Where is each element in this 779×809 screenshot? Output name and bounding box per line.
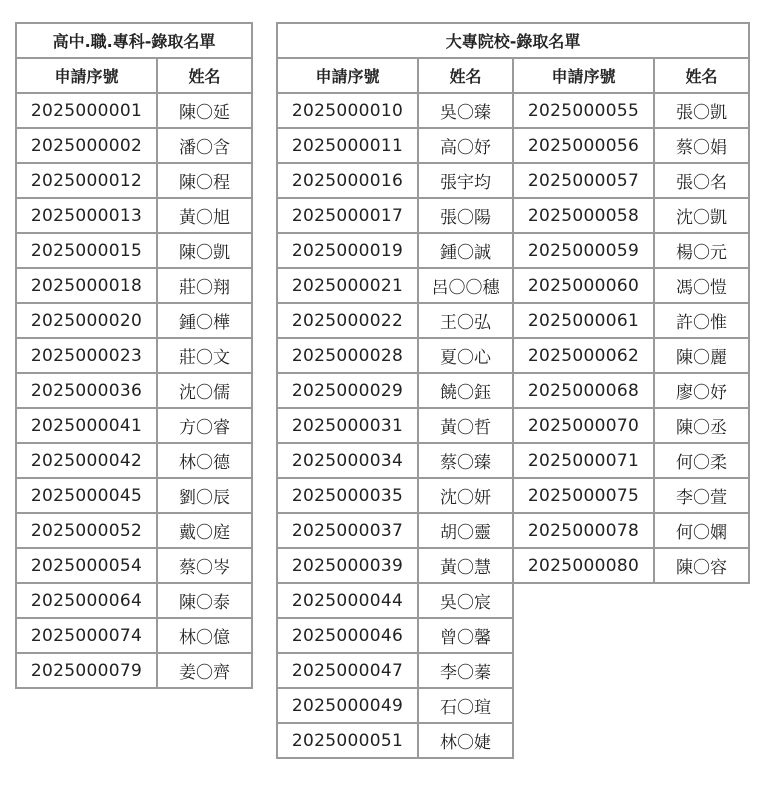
column-header-serial: 申請序號 xyxy=(277,58,418,93)
serial-cell: 2025000068 xyxy=(513,373,654,408)
serial-cell: 2025000001 xyxy=(16,93,157,128)
table-row xyxy=(16,548,252,583)
name-cell: 蔡〇岑 xyxy=(157,548,252,583)
name-cell: 李〇萱 xyxy=(654,478,749,513)
name-cell: 陳〇程 xyxy=(157,163,252,198)
serial-cell: 2025000041 xyxy=(16,408,157,443)
name-cell: 饒〇鈺 xyxy=(418,373,513,408)
table-row xyxy=(277,303,749,338)
serial-cell: 2025000035 xyxy=(277,478,418,513)
name-cell: 陳〇延 xyxy=(157,93,252,128)
table-row xyxy=(16,408,252,443)
table-row xyxy=(277,128,749,163)
serial-cell: 2025000002 xyxy=(16,128,157,163)
name-cell: 蔡〇娟 xyxy=(654,128,749,163)
serial-cell: 2025000060 xyxy=(513,268,654,303)
serial-cell: 2025000029 xyxy=(277,373,418,408)
name-cell: 黃〇慧 xyxy=(418,548,513,583)
serial-cell: 2025000022 xyxy=(277,303,418,338)
name-cell: 蔡〇臻 xyxy=(418,443,513,478)
serial-cell: 2025000031 xyxy=(277,408,418,443)
name-cell: 沈〇妍 xyxy=(418,478,513,513)
column-header-name: 姓名 xyxy=(157,58,252,93)
serial-cell: 2025000062 xyxy=(513,338,654,373)
serial-cell: 2025000055 xyxy=(513,93,654,128)
table-row xyxy=(16,303,252,338)
serial-cell: 2025000058 xyxy=(513,198,654,233)
serial-cell: 2025000016 xyxy=(277,163,418,198)
name-cell: 張〇名 xyxy=(654,163,749,198)
serial-cell: 2025000061 xyxy=(513,303,654,338)
name-cell: 林〇婕 xyxy=(418,723,513,758)
name-cell: 林〇德 xyxy=(157,443,252,478)
name-cell: 陳〇麗 xyxy=(654,338,749,373)
serial-cell: 2025000042 xyxy=(16,443,157,478)
serial-cell: 2025000051 xyxy=(277,723,418,758)
serial-cell: 2025000036 xyxy=(16,373,157,408)
serial-cell: 2025000046 xyxy=(277,618,418,653)
table-row xyxy=(277,513,749,548)
table-row xyxy=(277,583,749,618)
table-row xyxy=(16,443,252,478)
table-row xyxy=(277,443,749,478)
name-cell: 吳〇臻 xyxy=(418,93,513,128)
serial-cell: 2025000052 xyxy=(16,513,157,548)
table-row xyxy=(16,93,252,128)
name-cell: 方〇睿 xyxy=(157,408,252,443)
table-row xyxy=(277,268,749,303)
table-row xyxy=(277,373,749,408)
column-header-serial: 申請序號 xyxy=(16,58,157,93)
table-row xyxy=(277,338,749,373)
serial-cell: 2025000023 xyxy=(16,338,157,373)
table-row xyxy=(277,408,749,443)
serial-cell: 2025000021 xyxy=(277,268,418,303)
name-cell: 張〇凱 xyxy=(654,93,749,128)
table-row xyxy=(277,198,749,233)
name-cell: 劉〇辰 xyxy=(157,478,252,513)
admission-table-university xyxy=(276,22,750,759)
name-cell: 曾〇馨 xyxy=(418,618,513,653)
table-row xyxy=(16,583,252,618)
name-cell: 呂〇〇穗 xyxy=(418,268,513,303)
table-row xyxy=(16,513,252,548)
serial-cell: 2025000059 xyxy=(513,233,654,268)
name-cell: 陳〇凱 xyxy=(157,233,252,268)
serial-cell: 2025000045 xyxy=(16,478,157,513)
table-row xyxy=(277,723,749,758)
table-row xyxy=(277,688,749,723)
table-row xyxy=(16,373,252,408)
name-cell: 陳〇泰 xyxy=(157,583,252,618)
serial-cell: 2025000037 xyxy=(277,513,418,548)
serial-cell: 2025000078 xyxy=(513,513,654,548)
table-row xyxy=(16,653,252,688)
serial-cell: 2025000056 xyxy=(513,128,654,163)
serial-cell: 2025000054 xyxy=(16,548,157,583)
empty-cell xyxy=(513,583,749,618)
name-cell: 王〇弘 xyxy=(418,303,513,338)
serial-cell: 2025000028 xyxy=(277,338,418,373)
serial-cell: 2025000064 xyxy=(16,583,157,618)
serial-cell: 2025000075 xyxy=(513,478,654,513)
name-cell: 胡〇靈 xyxy=(418,513,513,548)
serial-cell: 2025000018 xyxy=(16,268,157,303)
name-cell: 沈〇凱 xyxy=(654,198,749,233)
table-row xyxy=(277,93,749,128)
table-row xyxy=(16,618,252,653)
name-cell: 何〇柔 xyxy=(654,443,749,478)
name-cell: 鍾〇誠 xyxy=(418,233,513,268)
serial-cell: 2025000074 xyxy=(16,618,157,653)
name-cell: 李〇蓁 xyxy=(418,653,513,688)
serial-cell: 2025000057 xyxy=(513,163,654,198)
table-row xyxy=(16,128,252,163)
serial-cell: 2025000080 xyxy=(513,548,654,583)
table-row xyxy=(16,198,252,233)
name-cell: 沈〇儒 xyxy=(157,373,252,408)
name-cell: 夏〇心 xyxy=(418,338,513,373)
serial-cell: 2025000047 xyxy=(277,653,418,688)
table-row xyxy=(277,478,749,513)
name-cell: 高〇妤 xyxy=(418,128,513,163)
empty-cell xyxy=(513,723,749,758)
serial-cell: 2025000015 xyxy=(16,233,157,268)
name-cell: 莊〇文 xyxy=(157,338,252,373)
name-cell: 何〇嫻 xyxy=(654,513,749,548)
table-row xyxy=(16,268,252,303)
name-cell: 戴〇庭 xyxy=(157,513,252,548)
column-header-name: 姓名 xyxy=(654,58,749,93)
admission-table-highschool xyxy=(15,22,253,689)
name-cell: 莊〇翔 xyxy=(157,268,252,303)
name-cell: 黃〇哲 xyxy=(418,408,513,443)
name-cell: 黃〇旭 xyxy=(157,198,252,233)
name-cell: 馮〇愷 xyxy=(654,268,749,303)
name-cell: 林〇億 xyxy=(157,618,252,653)
name-cell: 陳〇丞 xyxy=(654,408,749,443)
name-cell: 張宇均 xyxy=(418,163,513,198)
serial-cell: 2025000017 xyxy=(277,198,418,233)
table-row xyxy=(277,233,749,268)
name-cell: 石〇瑄 xyxy=(418,688,513,723)
empty-cell xyxy=(513,688,749,723)
table-title: 大專院校-錄取名單 xyxy=(277,23,749,58)
table-row xyxy=(277,163,749,198)
table-row xyxy=(16,338,252,373)
name-cell: 姜〇齊 xyxy=(157,653,252,688)
table-row xyxy=(16,163,252,198)
name-cell: 楊〇元 xyxy=(654,233,749,268)
name-cell: 陳〇容 xyxy=(654,548,749,583)
name-cell: 廖〇妤 xyxy=(654,373,749,408)
serial-cell: 2025000044 xyxy=(277,583,418,618)
column-header-name: 姓名 xyxy=(418,58,513,93)
serial-cell: 2025000012 xyxy=(16,163,157,198)
serial-cell: 2025000019 xyxy=(277,233,418,268)
name-cell: 許〇惟 xyxy=(654,303,749,338)
name-cell: 鍾〇樺 xyxy=(157,303,252,338)
name-cell: 張〇陽 xyxy=(418,198,513,233)
table-title: 高中.職.專科-錄取名單 xyxy=(16,23,252,58)
serial-cell: 2025000020 xyxy=(16,303,157,338)
table-row xyxy=(16,233,252,268)
name-cell: 吳〇宸 xyxy=(418,583,513,618)
serial-cell: 2025000010 xyxy=(277,93,418,128)
serial-cell: 2025000070 xyxy=(513,408,654,443)
table-row xyxy=(277,653,749,688)
column-header-serial: 申請序號 xyxy=(513,58,654,93)
serial-cell: 2025000013 xyxy=(16,198,157,233)
empty-cell xyxy=(513,618,749,653)
serial-cell: 2025000049 xyxy=(277,688,418,723)
serial-cell: 2025000039 xyxy=(277,548,418,583)
table-row xyxy=(277,548,749,583)
table-row xyxy=(277,618,749,653)
name-cell: 潘〇含 xyxy=(157,128,252,163)
table-row xyxy=(16,478,252,513)
empty-cell xyxy=(513,653,749,688)
serial-cell: 2025000079 xyxy=(16,653,157,688)
serial-cell: 2025000071 xyxy=(513,443,654,478)
serial-cell: 2025000011 xyxy=(277,128,418,163)
serial-cell: 2025000034 xyxy=(277,443,418,478)
